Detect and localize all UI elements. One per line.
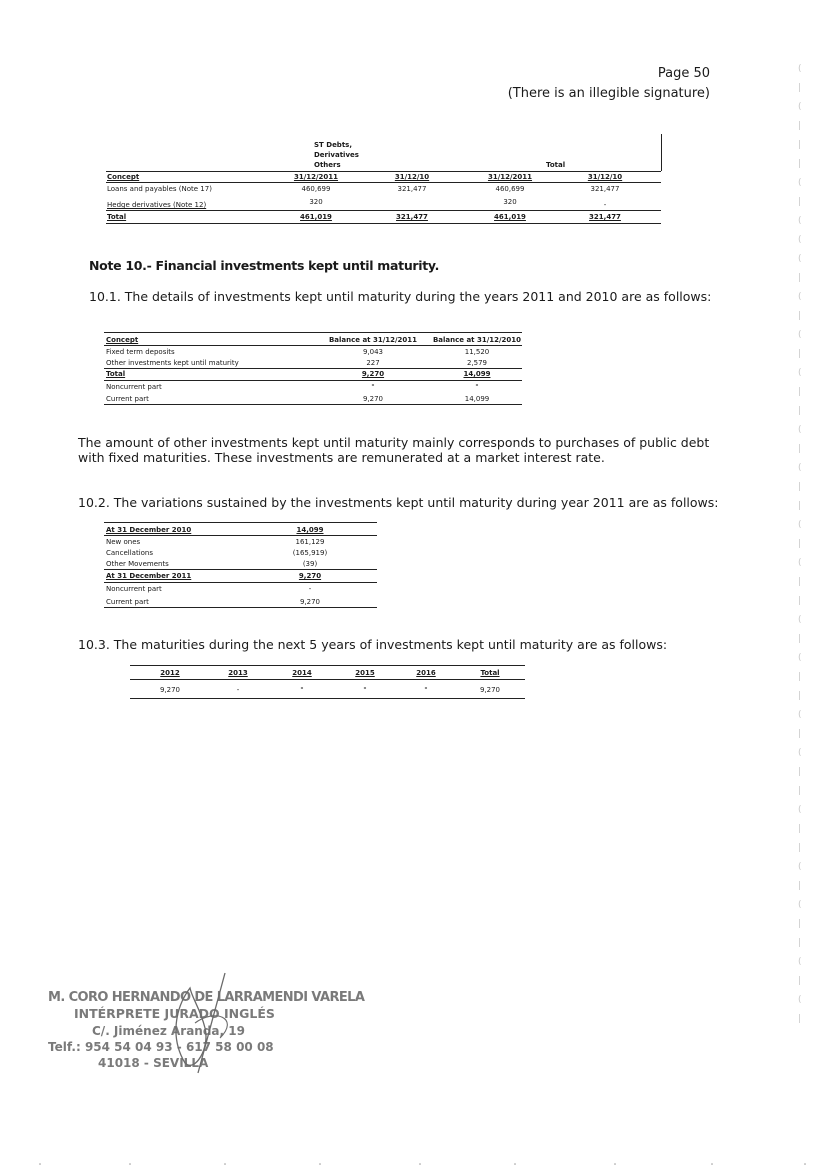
col-2010: Balance at 31/12/2010 (432, 336, 522, 344)
table-row-total: Total (107, 213, 127, 221)
group-header-line2: Derivatives (314, 151, 359, 159)
table-cell: 9,270 (298, 572, 322, 580)
stamp-phone: Telf.: 954 54 04 93 - 617 58 00 08 (48, 1040, 274, 1054)
table-cell: 11,520 (464, 348, 490, 356)
table-cell: 321,477 (590, 185, 620, 193)
col-concept: Concept (106, 336, 139, 344)
col-2013: 2013 (228, 669, 248, 677)
table-row-label: Cancellations (106, 549, 154, 557)
table-cell: 14,099 (464, 395, 490, 403)
stamp-city: 41018 - SEVILLA (98, 1056, 209, 1070)
table-cell: 14,099 (463, 370, 491, 378)
table-cell: - (371, 381, 375, 389)
table-cell: 321,477 (396, 213, 428, 221)
group-header-line3: Others (314, 161, 341, 169)
col-concept: Concept (107, 173, 140, 181)
signature-scribble (150, 968, 260, 1078)
table-cell: 9,270 (479, 686, 501, 694)
scan-edge-marks: ( | ( | | | ( | ( ( ( | ( | ( | ( | | ( | ( | | ( | ( | | ( | ( | | ( | ( | | ( | | ( | ( | | ( | ( | (798, 64, 802, 1024)
table-cell: 9,270 (299, 598, 321, 606)
table-cell: - (475, 381, 479, 389)
table-row-label: New ones (106, 538, 141, 546)
col-2011: Balance at 31/12/2011 (328, 336, 418, 344)
stamp-address: C/. Jiménez Aranda, 19 (92, 1024, 245, 1038)
col-2011-a: 31/12/2011 (293, 173, 339, 181)
paragraph-public-debt: The amount of other investments kept until maturity mainly corresponds to purchases of public debt with fixed maturities. These investments are remunerated at a market interest rate. (78, 435, 710, 465)
group-header-line1: ST Debts, (314, 141, 352, 149)
scan-bottom-dots (0, 1161, 830, 1167)
table-cell: (39) (302, 560, 318, 568)
section-10-1-text: 10.1. The details of investments kept until maturity during the years 2011 and 2010 are as follows: (89, 289, 712, 304)
table-row-label: Other Movements (106, 560, 169, 568)
table-cell: 461,019 (494, 213, 526, 221)
stamp-name: M. CORO HERNANDO DE LARRAMENDI VARELA (48, 990, 365, 1005)
group-header-total: Total (546, 161, 566, 169)
table-cell: 460,699 (301, 185, 331, 193)
table-row-label: Other investments kept until maturity (106, 359, 239, 367)
table-cell: 9,270 (361, 370, 385, 378)
table-cell: 321,477 (397, 185, 427, 193)
table-cell: 9,270 (159, 686, 181, 694)
table-row-label: Noncurrent part (106, 585, 162, 593)
note-title: Note 10.- Financial investments kept until maturity. (89, 258, 440, 273)
table-cell: - (300, 684, 304, 692)
table-row-label: Fixed term deposits (106, 348, 175, 356)
table-cell: - (363, 684, 367, 692)
stamp-title: INTÉRPRETE JURADO INGLÉS (74, 1006, 275, 1021)
table-cell: 9,043 (362, 348, 384, 356)
signature-note: (There is an illegible signature) (507, 86, 710, 101)
table-cell: 460,699 (495, 185, 525, 193)
table-cell: 9,270 (362, 395, 384, 403)
table-cell: 227 (366, 359, 380, 367)
col-2014: 2014 (292, 669, 312, 677)
table-row-label: Current part (106, 395, 149, 403)
table-cell: - (603, 201, 607, 209)
table-row-label: At 31 December 2011 (106, 572, 192, 580)
col-total: Total (480, 669, 500, 677)
col-2010-b: 31/12/10 (587, 173, 623, 181)
page-number: Page 50 (657, 66, 710, 81)
section-10-2-text: 10.2. The variations sustained by the investments kept until maturity during year 2011 are as follows: (78, 495, 719, 510)
table-cell: 320 (309, 198, 323, 206)
col-2012: 2012 (160, 669, 180, 677)
table-cell: (165,919) (292, 549, 328, 557)
table-cell: - (424, 684, 428, 692)
col-2010-a: 31/12/10 (394, 173, 430, 181)
col-2011-b: 31/12/2011 (487, 173, 533, 181)
table-row-label: Current part (106, 598, 149, 606)
table-row-label: Loans and payables (Note 17) (107, 185, 212, 193)
table-cell: - (308, 585, 312, 593)
table-row-total: Total (106, 370, 126, 378)
table-cell: 2,579 (466, 359, 488, 367)
col-2015: 2015 (355, 669, 375, 677)
table-row-label: Noncurrent part (106, 383, 162, 391)
section-10-3-text: 10.3. The maturities during the next 5 years of investments kept until maturity are as follows: (78, 637, 668, 652)
table-cell: 461,019 (300, 213, 332, 221)
table-cell: 14,099 (296, 526, 324, 534)
table-row-label: Hedge derivatives (Note 12) (107, 201, 207, 209)
table-cell: 321,477 (589, 213, 621, 221)
table-row-label: At 31 December 2010 (106, 526, 192, 534)
table-cell: 161,129 (295, 538, 325, 546)
table-cell: - (236, 686, 240, 694)
table-cell: 320 (503, 198, 517, 206)
col-2016: 2016 (416, 669, 436, 677)
